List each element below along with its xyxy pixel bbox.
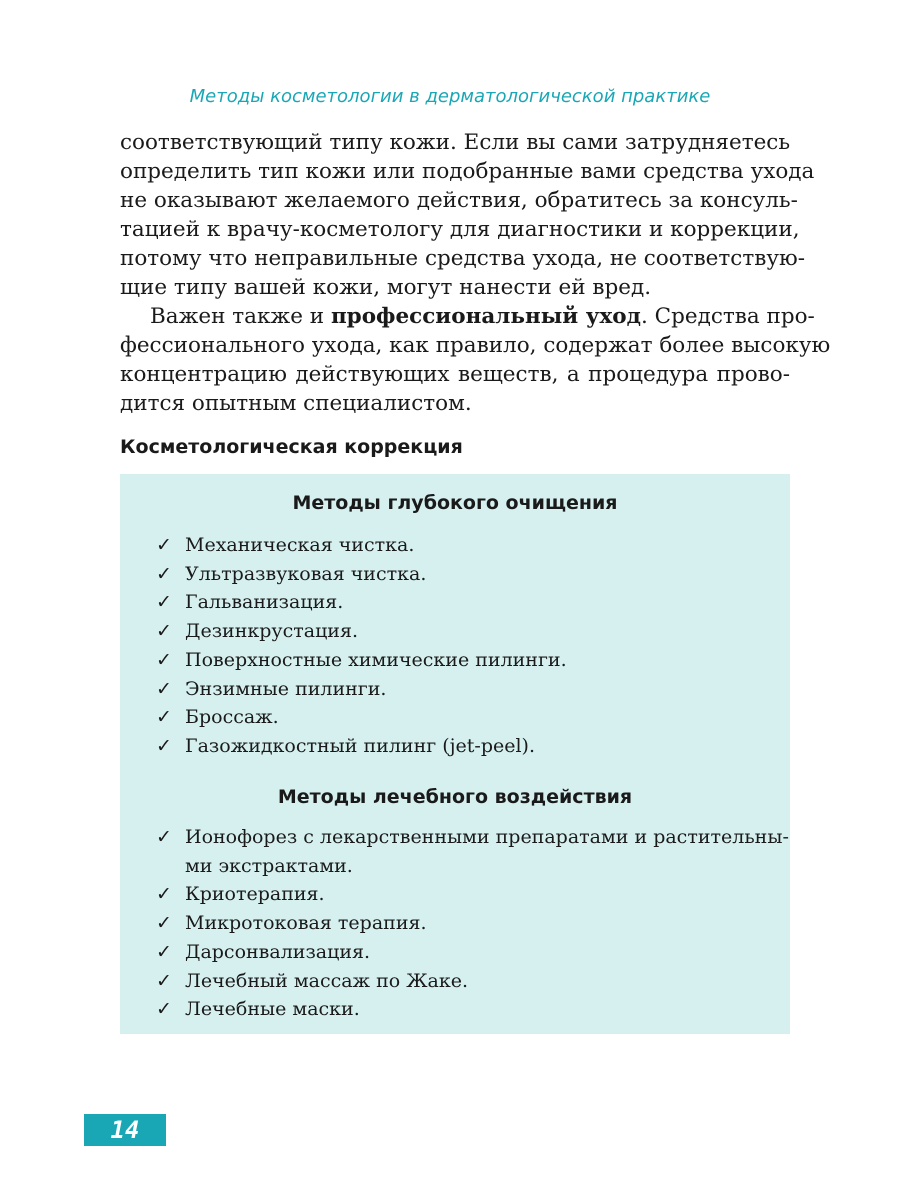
text-line: дится опытным специалистом.	[120, 391, 472, 416]
check-icon: ✓	[156, 648, 172, 671]
list-item-text: Микротоковая терапия.	[185, 912, 427, 935]
list-item	[156, 646, 766, 675]
check-icon: ✓	[156, 734, 172, 757]
list-item-text: Поверхностные химические пилинги.	[185, 648, 567, 671]
text-line: концентрацию действующих веществ, а процедура прово-	[120, 362, 790, 387]
check-icon: ✓	[156, 940, 172, 963]
list-item	[156, 880, 766, 909]
list-item-text: Механическая чистка.	[185, 534, 415, 556]
check-icon: ✓	[156, 826, 172, 848]
text-line: соответствующий типу кожи. Если вы сами затрудняетесь	[120, 130, 791, 155]
text-run: Важен также и	[150, 304, 331, 329]
text-run: . Средства про-	[640, 304, 815, 329]
list-item	[156, 732, 766, 761]
list-item	[156, 617, 766, 646]
list-item	[156, 909, 766, 938]
check-icon: ✓	[156, 562, 172, 585]
check-icon: ✓	[156, 969, 172, 992]
page-number-badge: 14	[84, 1114, 166, 1146]
check-icon: ✓	[156, 620, 172, 643]
text-line: тацией к врачу-косметологу для диагностики и коррекции,	[120, 217, 800, 242]
check-icon: ✓	[156, 706, 172, 729]
deep-cleansing-list	[156, 531, 766, 761]
text-line: определить тип кожи или подобранные вами средства ухода	[120, 159, 815, 184]
box-heading-deep-cleansing: Методы глубокого очищения	[292, 492, 618, 514]
list-item	[156, 703, 766, 732]
running-head: Методы косметологии в дерматологической практике	[189, 86, 711, 107]
body-text	[120, 128, 831, 418]
list-item-text: Гальванизация.	[185, 591, 344, 614]
paragraph-2	[120, 302, 831, 418]
list-item	[156, 588, 766, 617]
text-line: фессионального ухода, как правило, содержат более высокую	[120, 333, 831, 358]
check-icon: ✓	[156, 883, 172, 906]
check-icon: ✓	[156, 998, 172, 1021]
text-line	[120, 302, 815, 331]
list-item-text-continued: ми экстрактами.	[185, 854, 353, 877]
check-icon: ✓	[156, 591, 172, 614]
list-item	[156, 995, 766, 1024]
list-item-text: Ионофорез с лекарственными препаратами и растительны-	[185, 826, 789, 848]
text-line: потому что неправильные средства ухода, не соответствую-	[120, 246, 805, 271]
list-item-text: Криотерапия.	[185, 883, 325, 906]
check-icon: ✓	[156, 677, 172, 700]
list-item-text: Дарсонвализация.	[185, 940, 371, 963]
list-item-text: Ультразвуковая чистка.	[185, 562, 427, 585]
list-item-text: Газожидкостный пилинг (jet-peel).	[185, 734, 536, 757]
bold-term: профессиональный уход	[330, 304, 641, 329]
list-item-text: Лечебный массаж по Жаке.	[185, 969, 469, 992]
treatment-list	[156, 823, 789, 1024]
list-item-text: Энзимные пилинги.	[185, 677, 387, 700]
section-title: Косметологическая коррекция	[120, 436, 463, 458]
list-item	[156, 938, 766, 967]
paragraph-1	[120, 128, 815, 302]
text-line: щие типу вашей кожи, могут нанести ей вред.	[120, 275, 652, 300]
list-item	[156, 531, 766, 560]
list-item	[156, 560, 766, 589]
check-icon: ✓	[156, 534, 172, 556]
list-item	[156, 823, 789, 880]
list-item-text: Лечебные маски.	[185, 998, 360, 1021]
box-heading-treatment: Методы лечебного воздействия	[277, 786, 633, 808]
text-line: не оказывают желаемого действия, обратитесь за консуль-	[120, 188, 798, 213]
list-item-text: Дезинкрустация.	[185, 620, 358, 643]
list-item	[156, 967, 766, 996]
list-item	[156, 675, 766, 704]
list-item-text: Броссаж.	[185, 706, 279, 729]
check-icon: ✓	[156, 912, 172, 935]
methods-box	[120, 474, 790, 1034]
